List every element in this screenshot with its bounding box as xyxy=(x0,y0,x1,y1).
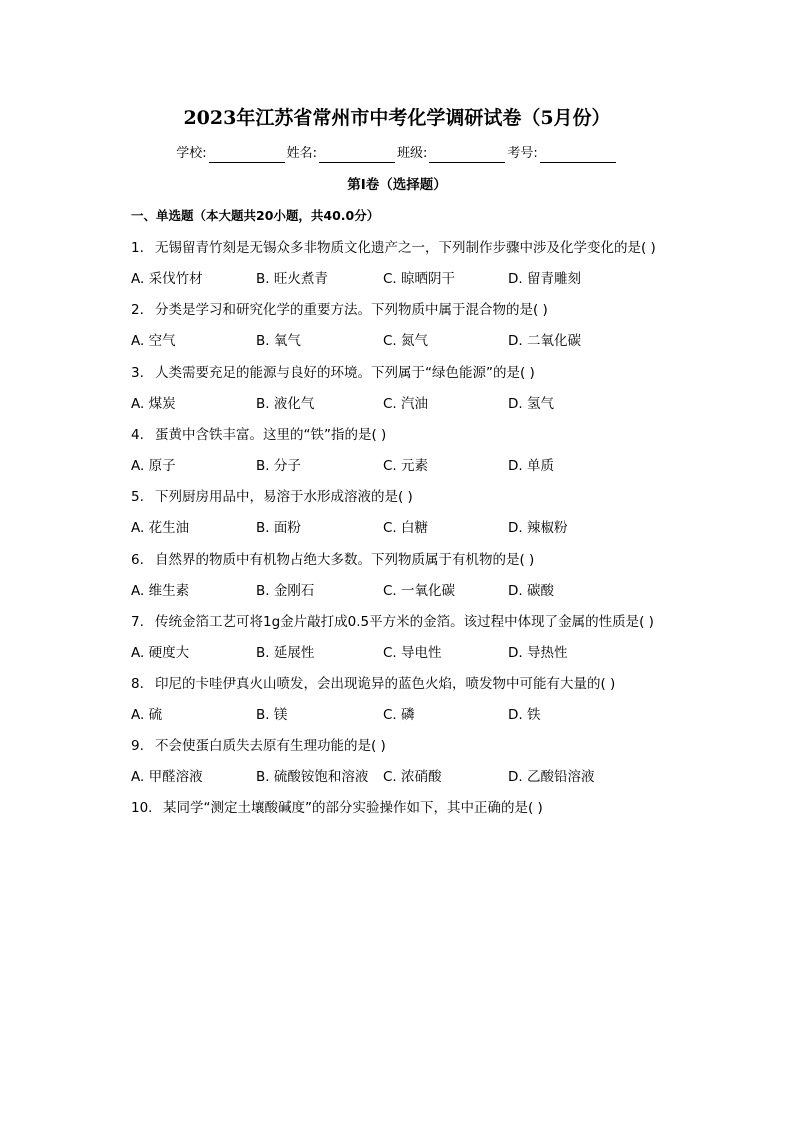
option-a[interactable]: A. 维生素 xyxy=(131,583,190,599)
option-a[interactable]: A. 空气 xyxy=(131,333,176,349)
question-text: 传统金箔工艺可将1g金片敲打成0.5平方米的金箔。该过程中体现了金属的性质是( ) xyxy=(155,614,654,630)
option-c[interactable]: C. 氮气 xyxy=(383,333,429,349)
question-9 xyxy=(131,736,386,756)
option-c[interactable]: C. 磷 xyxy=(383,707,415,723)
option-a[interactable]: A. 采伐竹材 xyxy=(131,271,203,287)
option-c[interactable]: C. 一氧化碳 xyxy=(383,583,456,599)
question-1 xyxy=(131,238,656,258)
option-b[interactable]: B. 面粉 xyxy=(256,520,301,536)
question-2 xyxy=(131,300,548,320)
question-number: 10. xyxy=(131,800,153,816)
option-c[interactable]: C. 浓硝酸 xyxy=(383,769,442,785)
option-c[interactable]: C. 汽油 xyxy=(383,396,429,412)
question-text: 自然界的物质中有机物占绝大多数。下列物质属于有机物的是( ) xyxy=(155,552,535,568)
question-text: 不会使蛋白质失去原有生理功能的是( ) xyxy=(155,738,386,754)
exam-number-blank[interactable] xyxy=(540,148,616,163)
question-number: 6. xyxy=(131,552,144,568)
question-number: 4. xyxy=(131,427,144,443)
option-b[interactable]: B. 旺火煮青 xyxy=(256,271,328,287)
option-b[interactable]: B. 硫酸铵饱和溶液 xyxy=(256,769,369,785)
question-number: 3. xyxy=(131,365,144,381)
part-heading: 一、单选题（本大题共20小题，共40.0分） xyxy=(131,208,380,223)
question-number: 9. xyxy=(131,738,144,754)
question-text: 人类需要充足的能源与良好的环境。下列属于“绿色能源”的是( ) xyxy=(155,365,535,381)
question-6 xyxy=(131,550,534,570)
option-a[interactable]: A. 煤炭 xyxy=(131,396,176,412)
question-5 xyxy=(131,487,413,507)
class-field xyxy=(397,145,507,163)
question-8 xyxy=(131,674,615,694)
option-b[interactable]: B. 分子 xyxy=(256,458,301,474)
question-number: 8. xyxy=(131,676,144,692)
option-b[interactable]: B. 液化气 xyxy=(256,396,315,412)
question-text: 下列厨房用品中，易溶于水形成溶液的是( ) xyxy=(155,489,413,505)
option-d[interactable]: D. 留青雕刻 xyxy=(508,271,581,287)
exam-number-label: 考号: xyxy=(507,146,538,161)
option-d[interactable]: D. 铁 xyxy=(508,707,541,723)
question-4 xyxy=(131,425,386,445)
option-c[interactable]: C. 元素 xyxy=(383,458,429,474)
option-d[interactable]: D. 辣椒粉 xyxy=(508,520,568,536)
option-a[interactable]: A. 硬度大 xyxy=(131,645,190,661)
school-blank[interactable] xyxy=(209,148,285,163)
option-d[interactable]: D. 乙酸铅溶液 xyxy=(508,769,595,785)
question-text: 印尼的卡哇伊真火山喷发，会出现诡异的蓝色火焰，喷发物中可能有大量的( ) xyxy=(155,676,616,692)
option-b[interactable]: B. 金刚石 xyxy=(256,583,315,599)
option-d[interactable]: D. 单质 xyxy=(508,458,554,474)
question-text: 无锡留青竹刻是无锡众多非物质文化遗产之一，下列制作步骤中涉及化学变化的是( ) xyxy=(155,240,656,256)
option-b[interactable]: B. 延展性 xyxy=(256,645,315,661)
question-text: 分类是学习和研究化学的重要方法。下列物质中属于混合物的是( ) xyxy=(155,302,548,318)
class-label: 班级: xyxy=(397,146,428,161)
section-title: 第I卷（选择题） xyxy=(347,177,447,193)
option-b[interactable]: B. 氧气 xyxy=(256,333,301,349)
option-a[interactable]: A. 原子 xyxy=(131,458,176,474)
school-field xyxy=(176,145,286,163)
question-number: 5. xyxy=(131,489,144,505)
exam-title: 2023年江苏省常州市中考化学调研试卷（5月份） xyxy=(183,107,611,129)
student-info-row xyxy=(0,145,794,163)
exam-number-field xyxy=(507,145,617,163)
option-d[interactable]: D. 碳酸 xyxy=(508,583,554,599)
option-c[interactable]: C. 导电性 xyxy=(383,645,442,661)
name-field xyxy=(287,145,397,163)
option-a[interactable]: A. 甲醛溶液 xyxy=(131,769,203,785)
name-label: 姓名: xyxy=(286,146,317,161)
question-text: 某同学“测定土壤酸碱度”的部分实验操作如下，其中正确的是( ) xyxy=(163,800,543,816)
option-d[interactable]: D. 氢气 xyxy=(508,396,554,412)
question-3 xyxy=(131,363,535,383)
option-c[interactable]: C. 白糖 xyxy=(383,520,429,536)
question-number: 1. xyxy=(131,240,144,256)
option-a[interactable]: A. 花生油 xyxy=(131,520,190,536)
question-10 xyxy=(131,798,543,818)
option-b[interactable]: B. 镁 xyxy=(256,707,288,723)
option-d[interactable]: D. 二氧化碳 xyxy=(508,333,581,349)
school-label: 学校: xyxy=(176,146,207,161)
question-number: 7. xyxy=(131,614,144,630)
option-c[interactable]: C. 晾晒阴干 xyxy=(383,271,456,287)
option-d[interactable]: D. 导热性 xyxy=(508,645,568,661)
question-number: 2. xyxy=(131,302,144,318)
name-blank[interactable] xyxy=(319,148,395,163)
class-blank[interactable] xyxy=(429,148,505,163)
option-a[interactable]: A. 硫 xyxy=(131,707,163,723)
question-text: 蛋黄中含铁丰富。这里的“铁”指的是( ) xyxy=(155,427,387,443)
question-7 xyxy=(131,612,654,632)
